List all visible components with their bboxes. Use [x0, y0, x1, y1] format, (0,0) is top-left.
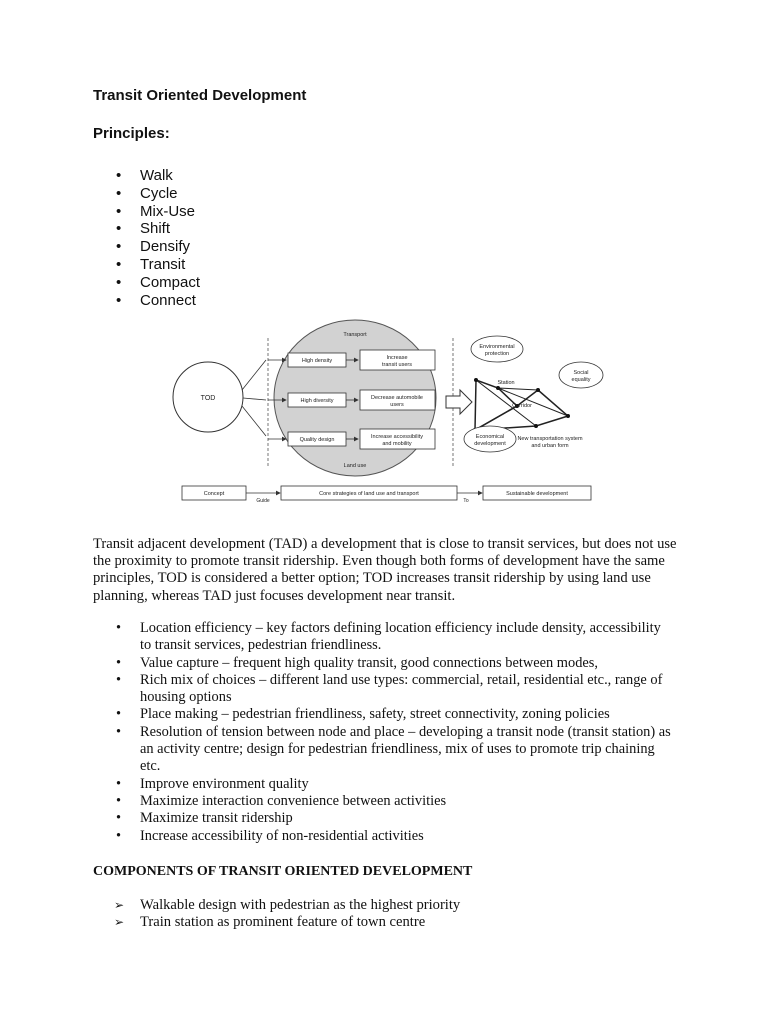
social-label: Social — [573, 370, 589, 376]
economical-label: Economical — [475, 434, 505, 440]
outcome-label: Increase — [386, 355, 408, 361]
list-item: • Rich mix of choices – different land use types: commercial, retail, residential etc., range of housing options — [114, 672, 674, 707]
principle-item: • Compact — [108, 274, 200, 292]
social-label: equality — [571, 377, 591, 383]
tod-label: TOD — [200, 395, 216, 402]
new-system-label: and urban form — [531, 443, 569, 449]
outcome-label: and mobility — [382, 441, 412, 447]
environmental-label: Environmental — [479, 344, 515, 350]
outcome-label: transit users — [382, 362, 412, 368]
corridor-label: Corridor — [512, 403, 532, 409]
principle-item: • Walk — [108, 167, 200, 185]
principle-item: • Transit — [108, 256, 200, 274]
outcome-label: Increase accessibility — [371, 434, 423, 440]
strategy-label: Quality design — [299, 437, 335, 443]
goals-list — [114, 620, 674, 845]
list-item: • Value capture – frequent high quality transit, good connections between modes, — [114, 655, 674, 672]
principle-item: • Connect — [108, 292, 200, 310]
concept-label: Concept — [203, 491, 225, 497]
list-item: ➢ Walkable design with pedestrian as the highest priority — [114, 897, 460, 914]
land-use-label: Land use — [343, 463, 367, 469]
principle-item: • Shift — [108, 220, 200, 238]
document-title: Transit Oriented Development — [93, 87, 307, 104]
outcome-label: Decrease automobile — [371, 395, 423, 401]
environmental-label: protection — [484, 351, 510, 357]
new-system-label: New transportation system — [517, 436, 583, 442]
list-item: ➢ Train station as prominent feature of town centre — [114, 914, 460, 931]
transport-label: Transport — [343, 332, 367, 338]
core-strategies-label: Core strategies of land use and transport — [319, 491, 419, 497]
guide-label: Guide — [256, 498, 270, 504]
principle-item: • Cycle — [108, 185, 200, 203]
sustainable-label: Sustainable development — [506, 491, 568, 497]
list-item: • Resolution of tension between node and place – developing a transit node (transit station) as an activity centre; design for pedestrian friendliness, mix of uses to promote trip chaining etc. — [114, 724, 674, 776]
strategy-label: High diversity — [300, 398, 334, 404]
list-item: • Maximize transit ridership — [114, 810, 674, 827]
principles-list — [108, 167, 200, 309]
strategy-label: High density — [301, 358, 333, 364]
big-arrow — [446, 390, 472, 414]
list-item: • Location efficiency – key factors defining location efficiency include density, accessibility to transit services, pedestrian friendliness. — [114, 620, 674, 655]
tad-paragraph: Transit adjacent development (TAD) a development that is close to transit services, but does not use the proximity to promote transit ridership. Even though both forms of development have the same principles, TOD is considered a better option; TOD increases transit ridership by using land use planning, whereas TAD just focuses development near transit. — [93, 536, 677, 604]
principle-item: • Mix-Use — [108, 203, 200, 221]
list-item: • Increase accessibility of non-residential activities — [114, 828, 674, 845]
principles-heading: Principles: — [93, 125, 170, 142]
components-heading: COMPONENTS OF TRANSIT ORIENTED DEVELOPMENT — [93, 864, 473, 879]
principle-item: • Densify — [108, 238, 200, 256]
components-list — [114, 897, 460, 931]
outcome-label: users — [390, 402, 404, 408]
economical-label: development — [474, 441, 506, 447]
list-item: • Improve environment quality — [114, 776, 674, 793]
to-label: To — [463, 498, 469, 504]
tod-diagram — [170, 318, 610, 510]
station-label: Station — [497, 380, 515, 386]
list-item: • Place making – pedestrian friendliness, safety, street connectivity, zoning policies — [114, 706, 674, 723]
list-item: • Maximize interaction convenience between activities — [114, 793, 674, 810]
